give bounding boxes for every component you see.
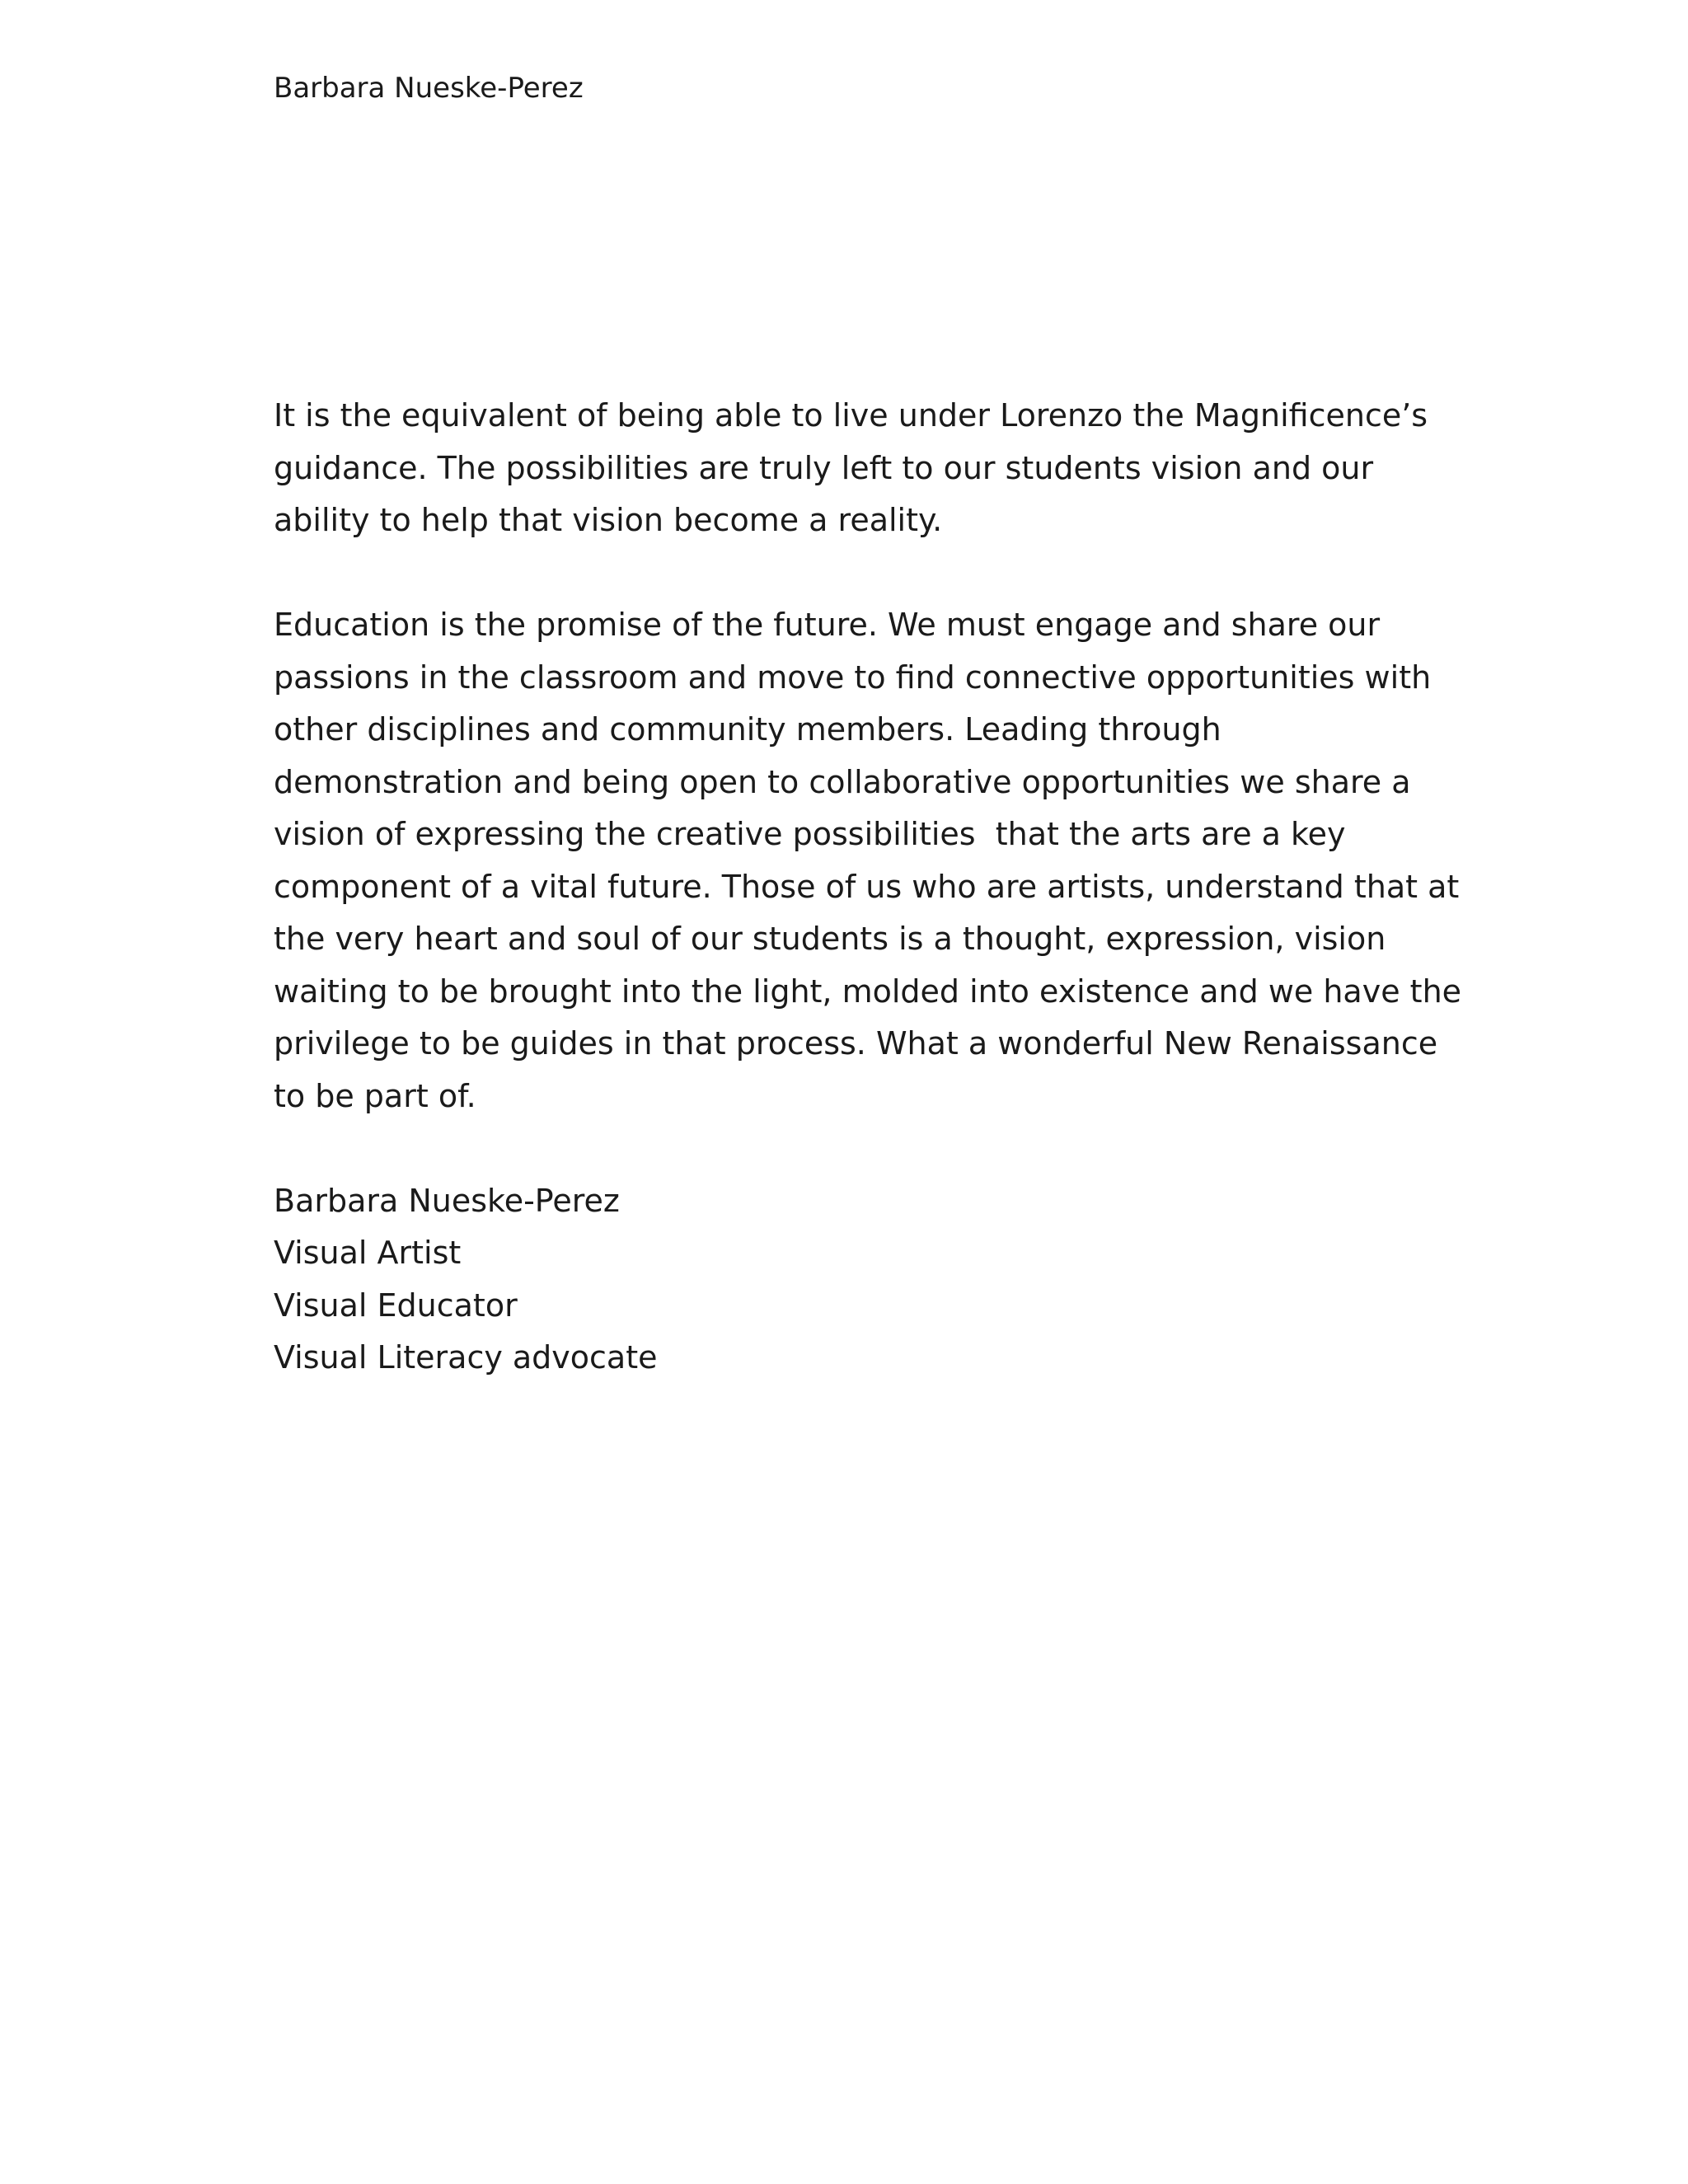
- paragraph-line: demonstration and being open to collaborative opportunities we share a: [274, 763, 1411, 800]
- paragraph-2: [274, 599, 1462, 1122]
- paragraph-line: component of a vital future. Those of us who are artists, understand that at: [274, 868, 1460, 905]
- signature-title: Visual Artist: [274, 1235, 462, 1271]
- paragraph-line: guidance. The possibilities are truly left to our students vision and our: [274, 449, 1374, 486]
- paragraph-line: passions in the classroom and move to find connective opportunities with: [274, 658, 1432, 696]
- paragraph-line: other disciplines and community members. Leading through: [274, 711, 1221, 748]
- paragraph-line: waiting to be brought into the light, molded into existence and we have the: [274, 972, 1462, 1010]
- paragraph-1: [274, 390, 1428, 547]
- signature-block: [274, 1175, 1428, 1385]
- paragraph-line: the very heart and soul of our students is a thought, expression, vision: [274, 921, 1386, 957]
- letter-body: [274, 390, 1462, 1385]
- paragraph-line: privilege to be guides in that process. What a wonderful New Renaissance: [274, 1025, 1438, 1062]
- paragraph-line: to be part of.: [274, 1077, 476, 1114]
- signature-title: Visual Educator: [274, 1286, 518, 1324]
- paragraph-line: Education is the promise of the future. We must engage and share our: [274, 607, 1381, 643]
- running-header: Barbara Nueske-Perez: [274, 72, 584, 105]
- paragraph-spacer: [274, 1122, 1428, 1175]
- paragraph-spacer: [274, 547, 1428, 600]
- paragraph-line: vision of expressing the creative possibilities that the arts are a key: [274, 816, 1346, 852]
- paragraph-line: ability to help that vision become a reality.: [274, 502, 943, 538]
- paragraph-line: It is the equivalent of being able to live under Lorenzo the Magnificence’s: [274, 397, 1428, 434]
- signature-title: Visual Literacy advocate: [274, 1339, 658, 1376]
- signature-name: Barbara Nueske-Perez: [274, 1182, 620, 1219]
